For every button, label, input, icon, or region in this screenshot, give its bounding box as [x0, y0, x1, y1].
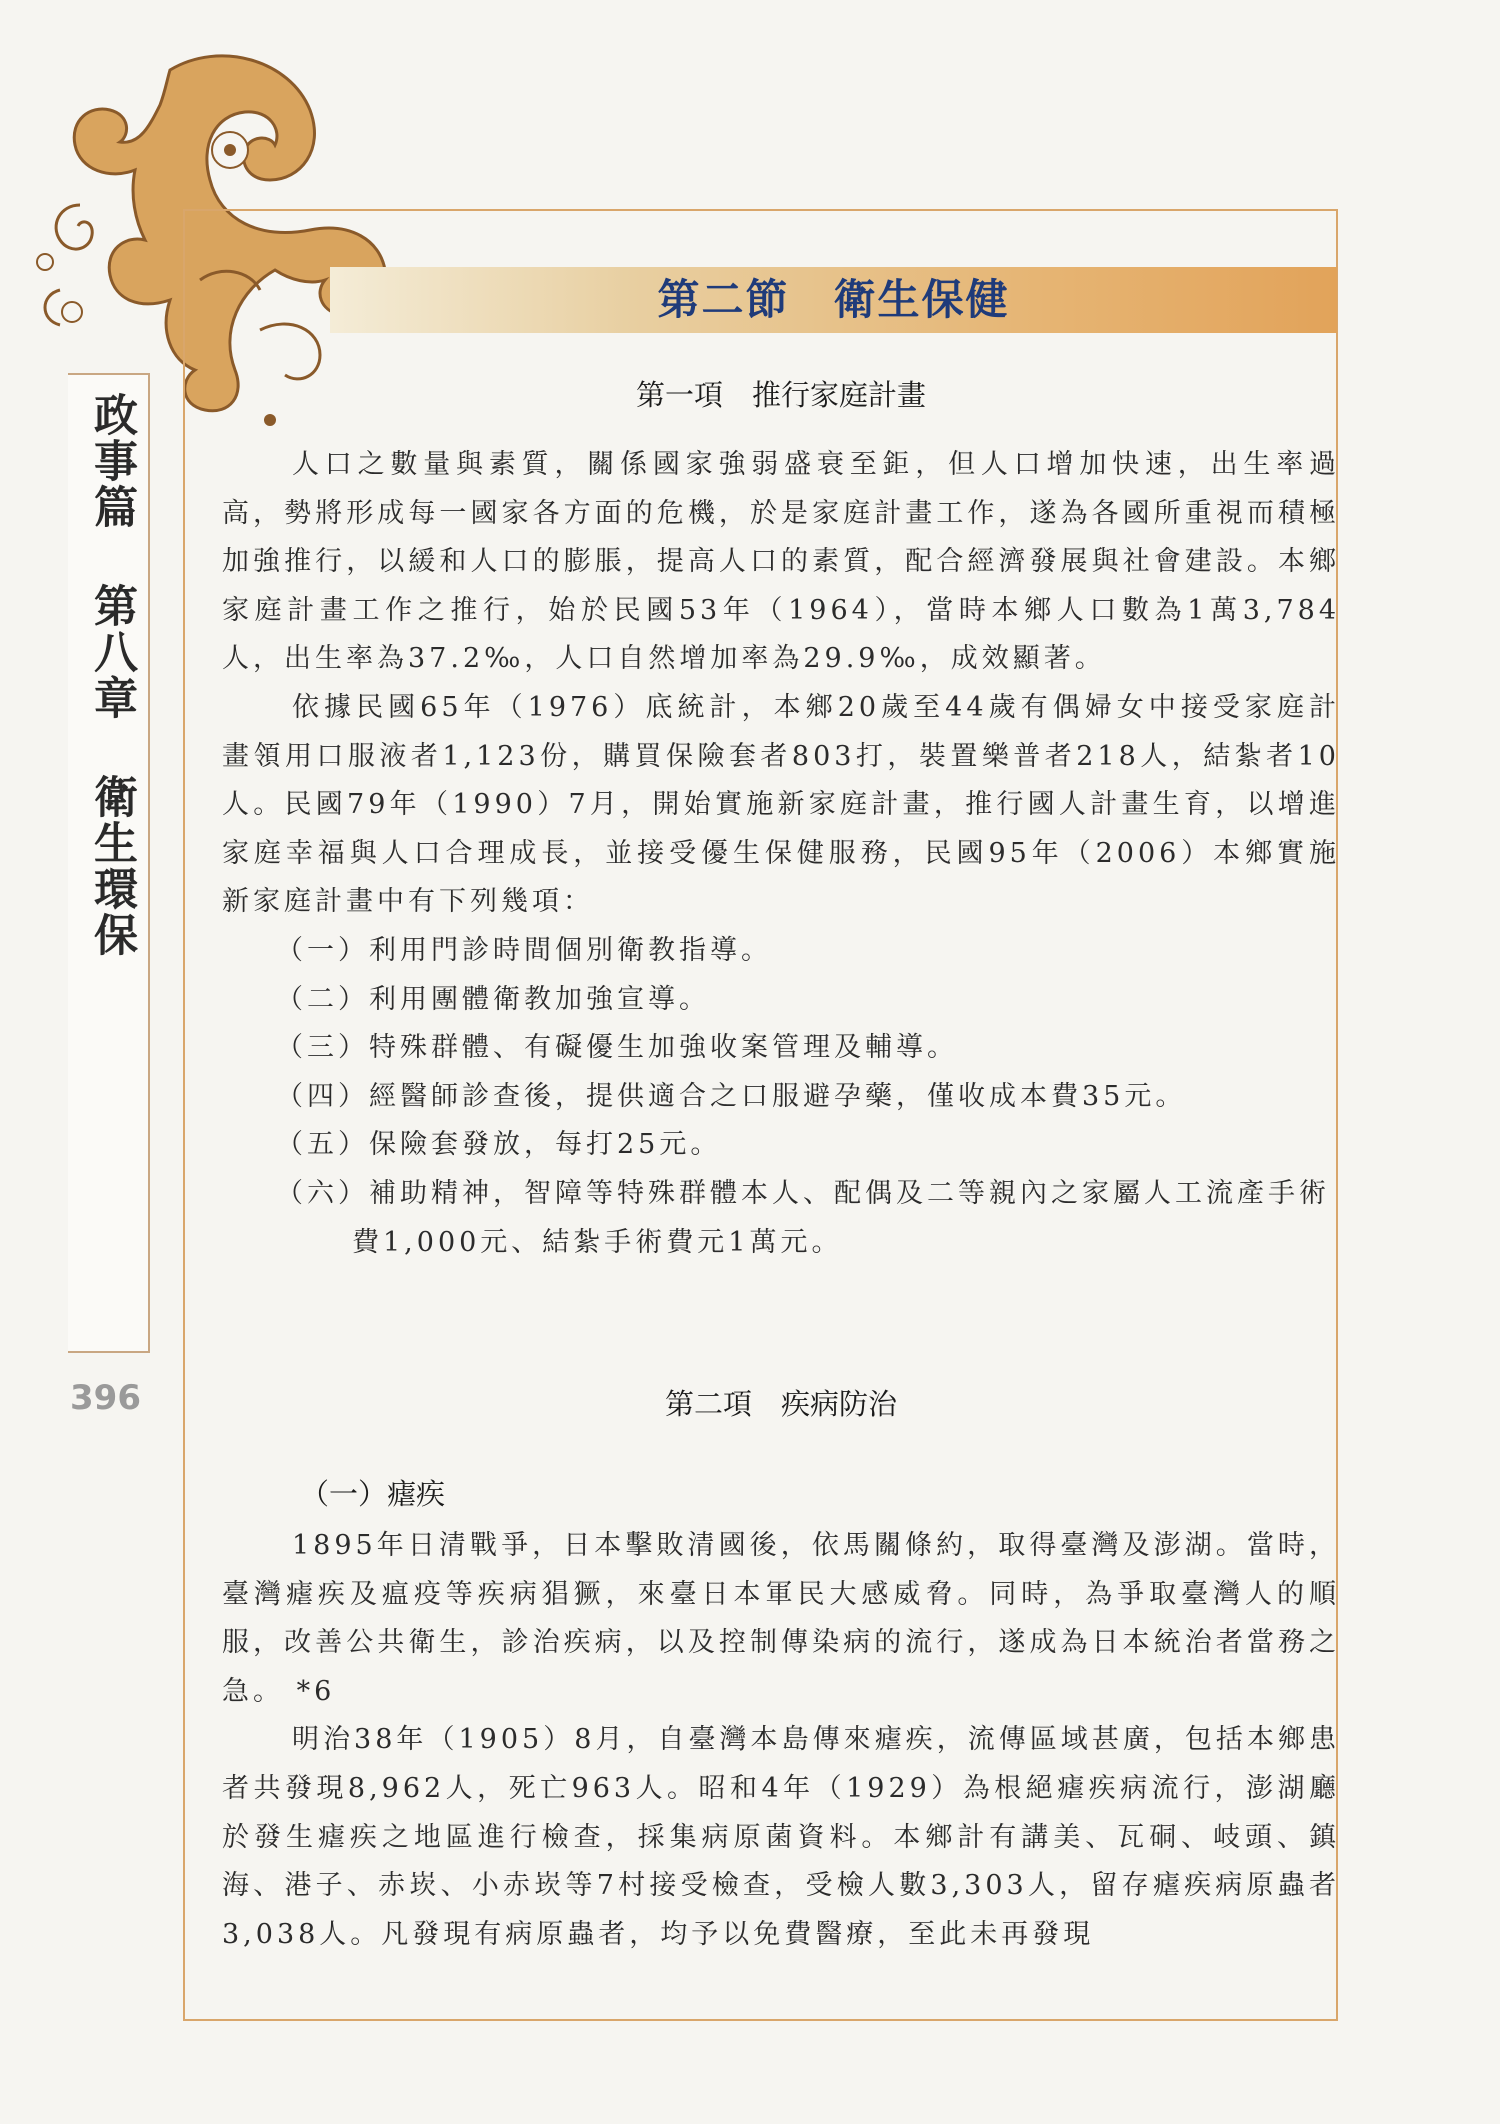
page-number: 396	[70, 1378, 141, 1418]
item1-heading: 第一項 推行家庭計畫	[635, 378, 926, 412]
item1-paragraph-2: 依據民國65年（1976）底統計，本鄉20歲至44歲有偶婦女中接受家庭計畫領用口服液者1,123份，購買保險套者803打，裝置樂普者218人，結紮者10人。民國79年（1990）7月，開始實施新家庭計畫，推行國人計畫生育，以增進家庭幸福與人口合理成長，並接受優生保健服務，民國95年（2006）本鄉實施新家庭計畫中有下列幾項：	[222, 691, 1340, 918]
section-title: 第二節 衛生保健	[657, 275, 1010, 324]
item2-body	[222, 1522, 1340, 1959]
list-item-2: （二）利用團體衛教加強宣導。	[276, 983, 710, 1015]
item2-paragraph-2: 明治38年（1905）8月，自臺灣本島傳來瘧疾，流傳區域甚廣，包括本鄉患者共發現8,962人，死亡963人。昭和4年（1929）為根絕瘧疾病流行，澎湖廳於發生瘧疾之地區進行檢查，採集病原菌資料。本鄉計有講美、瓦硐、岐頭、鎮海、港子、赤崁、小赤崁等7村接受檢查，受檢人數3,303人，留存瘧疾病原蟲者3,038人。凡發現有病原蟲者，均予以免費醫療，至此未再發現	[222, 1724, 1340, 1950]
chapter-side-title: 政事篇 第八章 衛生環保	[86, 392, 137, 958]
list-item-3: （三）特殊群體、有礙優生加強收案管理及輔導。	[276, 1032, 958, 1064]
item1-paragraph-1: 人口之數量與素質，關係國家強弱盛衰至鉅，但人口增加快速，出生率過高，勢將形成每一國家各方面的危機，於是家庭計畫工作，遂為各國所重視而積極加強推行，以緩和人口的膨脹，提高人口的素質，配合經濟發展與社會建設。本鄉家庭計畫工作之推行，始於民國53年（1964），當時本鄉人口數為1萬3,784人，出生率為37.2‰，人口自然增加率為29.9‰，成效顯著。	[222, 449, 1340, 675]
item2-paragraph-1: 1895年日清戰爭，日本擊敗清國後，依馬關條約，取得臺灣及澎湖。當時，臺灣瘧疾及瘟疫等疾病猖獗，來臺日本軍民大感威脅。同時，為爭取臺灣人的順服，改善公共衛生，診治疾病，以及控制傳染病的流行，遂成為日本統治者當務之急。 *6	[222, 1530, 1340, 1707]
list-item-5: （五）保險套發放，每打25元。	[276, 1129, 722, 1161]
item1-body	[222, 441, 1340, 1267]
item2-heading: 第二項 疾病防治	[664, 1387, 897, 1421]
list-item-4: （四）經醫師診查後，提供適合之口服避孕藥，僅收成本費35元。	[276, 1080, 1187, 1112]
list-item-1: （一）利用門診時間個別衛教指導。	[276, 934, 772, 966]
list-item-6: （六）補助精神，智障等特殊群體本人、配偶及二等親內之家屬人工流產手術費1,000元、結紮手術費元1萬元。	[276, 1177, 1330, 1258]
malaria-subheading: （一）瘧疾	[300, 1477, 446, 1511]
